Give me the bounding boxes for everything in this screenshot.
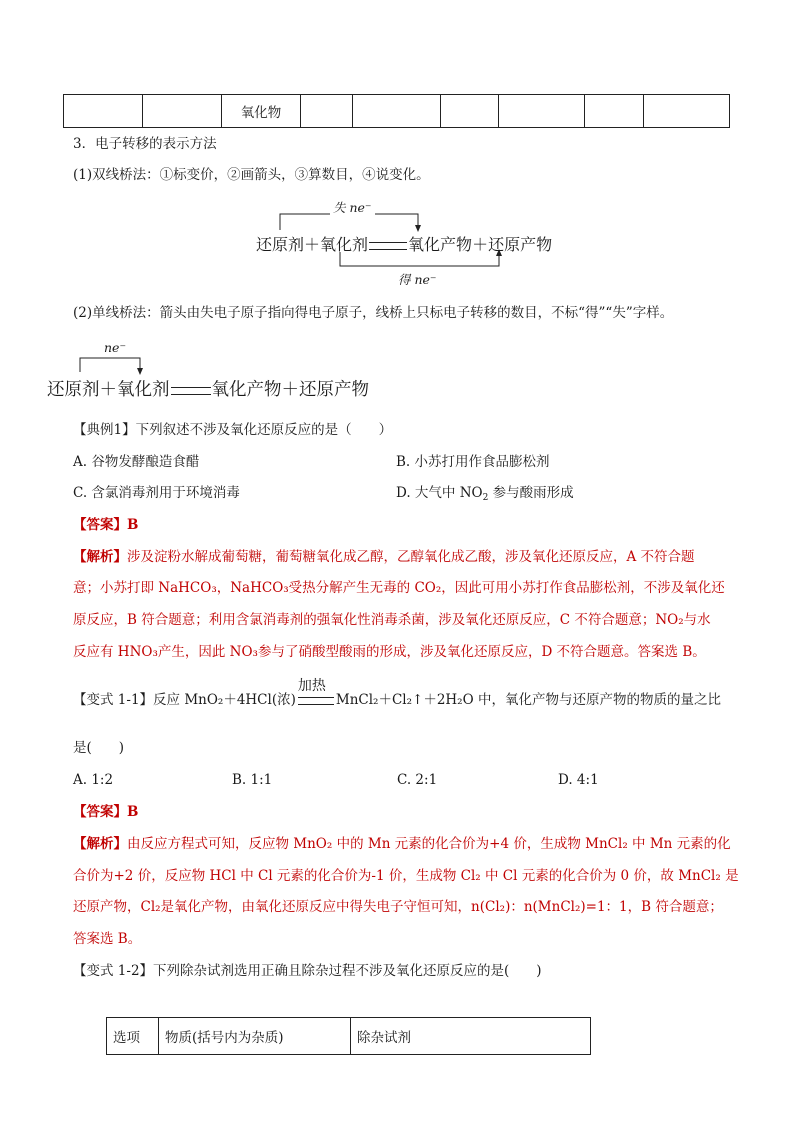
table-cell — [143, 95, 222, 128]
eq-plus: ＋ — [304, 235, 321, 254]
eq-oxidant: 氧化剂 — [117, 380, 170, 400]
single-bridge-label: ne⁻ — [104, 340, 127, 355]
single-bridge-equation — [47, 376, 369, 401]
eq-reductant: 还原剂 — [256, 235, 305, 254]
table-cell: 氧化物 — [222, 95, 301, 128]
example1-analysis-line: 意；小苏打即 NaHCO₃，NaHCO₃受热分解产生无毒的 CO₂，因此可用小苏打作食品膨松剂，不涉及氧化还 — [73, 580, 725, 596]
variant11-analysis-line: 【解析】由反应方程式可知，反应物 MnO₂ 中的 Mn 元素的化合价为+4 价，生成物 MnCl₂ 中 Mn 元素的化 — [73, 836, 731, 852]
variant11-option-c: C. 2:1 — [397, 772, 438, 788]
table-header-row — [107, 1018, 591, 1055]
example1-title: 【典例1】下列叙述不涉及氧化还原反应的是（ ） — [73, 422, 393, 438]
variant12-title: 【变式 1-2】下列除杂试剂选用正确且除杂过程不涉及氧化还原反应的是( ) — [73, 963, 542, 979]
heat-equals — [297, 677, 334, 705]
lose-bracket — [280, 214, 418, 230]
variant11-analysis-line: 还原产物，Cl₂是氧化产物，由氧化还原反应中得失电子守恒可知，n(Cl₂)：n(MnCl₂)=1：1，B 符合题意； — [73, 899, 723, 915]
arrow-head — [415, 225, 421, 232]
table-cell — [353, 95, 441, 128]
variant11-analysis-line: 合价为+2 价，反应物 HCl 中 Cl 元素的化合价为-1 价，生成物 Cl₂ 中 Cl 元素的化合价为 0 价，故 MnCl₂ 是 — [73, 868, 739, 884]
table-header-cell: 物质(括号内为杂质) — [159, 1018, 351, 1055]
table-header-cell: 选项 — [107, 1018, 159, 1055]
eq-oxidant: 氧化剂 — [320, 235, 369, 254]
variant11-analysis-line: 答案选 B。 — [73, 931, 142, 947]
gain-label: 得 ne⁻ — [398, 272, 437, 287]
eq-product-red: 还原产物 — [488, 235, 553, 254]
variant11-title: 【变式 1-1】反应 MnO₂＋4HCl(浓) 加热 MnCl₂＋Cl₂↑＋2H₂O 中，氧化产物与还原产物的物质的量之比 — [73, 677, 721, 708]
table-cell — [585, 95, 644, 128]
example1-option-c: C. 含氯消毒剂用于环境消毒 — [73, 485, 240, 501]
example1-analysis-line: 原反应，B 符合题意；利用含氯消毒剂的强氧化性消毒杀菌，涉及氧化还原反应，C 不符合题意；NO₂与水 — [73, 612, 711, 628]
variant11-option-a: A. 1:2 — [73, 772, 114, 788]
example1-analysis-line: 【解析】涉及淀粉水解成葡萄糖，葡萄糖氧化成乙醇，乙醇氧化成乙酸，涉及氧化还原反应，A 不符合题 — [73, 549, 695, 565]
variant11-title-line2: 是( ) — [73, 740, 125, 756]
eq-product-red: 还原产物 — [299, 380, 369, 400]
eq-plus: ＋ — [281, 380, 299, 400]
example1-option-a: A. 谷物发酵酿造食醋 — [73, 454, 200, 470]
table-cell — [441, 95, 499, 128]
arrow-head — [137, 368, 143, 375]
eq-product-ox: 氧化产物 — [211, 380, 282, 400]
eq-reductant: 还原剂 — [47, 380, 100, 400]
section-title: 3．电子转移的表示方法 — [73, 136, 217, 152]
variant11-answer: 【答案】B — [73, 804, 139, 820]
transfer-bracket — [80, 358, 140, 372]
top-table — [63, 94, 730, 128]
table-header-cell: 除杂试剂 — [351, 1018, 591, 1055]
table-row — [64, 95, 730, 128]
example1-analysis-line: 反应有 HNO₃产生，因此 NO₃参与了硝酸型酸雨的形成，涉及氧化还原反应，D 不符合题意。答案选 B。 — [73, 644, 706, 660]
eq-plus: ＋ — [472, 235, 489, 254]
variant11-option-b: B. 1:1 — [232, 772, 273, 788]
table-cell — [499, 95, 585, 128]
analysis-label: 【解析】 — [73, 836, 127, 852]
double-bridge-intro: (1)双线桥法：①标变价，②画箭头，③算数目，④说变化。 — [73, 167, 430, 183]
example1-option-b: B. 小苏打用作食品膨松剂 — [396, 454, 550, 470]
eq-plus: ＋ — [99, 380, 117, 400]
variant11-option-d: D. 4:1 — [558, 772, 599, 788]
table-cell — [64, 95, 143, 128]
table-cell — [301, 95, 353, 128]
example1-option-d: D. 大气中 $NO_2$ 参与酸雨形成 — [396, 485, 574, 503]
analysis-label: 【解析】 — [73, 549, 127, 565]
eq-equals — [171, 387, 211, 395]
lose-label: 失 ne⁻ — [330, 198, 375, 216]
single-bridge-intro: (2)单线桥法：箭头由失电子原子指向得电子原子，线桥上只标电子转移的数目，不标“得”“失”字样。 — [73, 305, 674, 321]
double-bridge-equation — [256, 232, 552, 255]
heat-label: 加热 — [297, 677, 326, 694]
eq-equals — [369, 242, 407, 250]
example1-answer: 【答案】B — [73, 517, 139, 533]
bottom-table — [106, 1017, 591, 1055]
eq-product-ox: 氧化产物 — [408, 235, 473, 254]
table-cell — [644, 95, 730, 128]
